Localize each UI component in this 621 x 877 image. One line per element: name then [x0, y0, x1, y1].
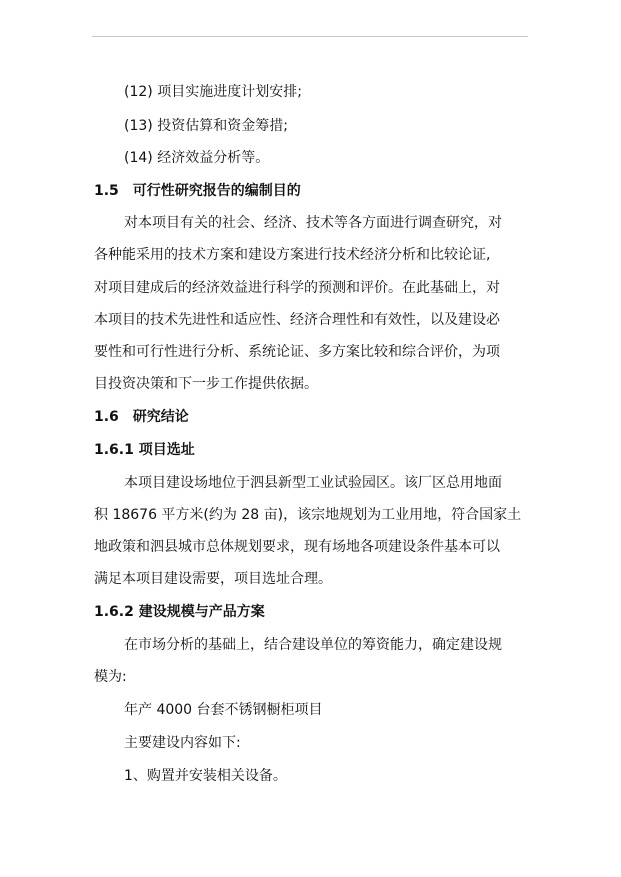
section-heading-1-6-1: 1.6.1 项目选址 — [94, 442, 195, 458]
section-heading-1-6-2: 1.6.2 建设规模与产品方案 — [94, 604, 265, 620]
paragraph-line: 在市场分析的基础上，结合建设单位的筹资能力，确定建设规 — [124, 637, 502, 653]
paragraph-line: 本项目的技术先进性和适应性、经济合理性和有效性，以及建设必 — [94, 312, 500, 328]
paragraph-line: 目投资决策和下一步工作提供依据。 — [94, 376, 318, 392]
paragraph-line: 地政策和泗县城市总体规划要求，现有场地各项建设条件基本可以 — [94, 539, 500, 555]
section-heading-1-6: 1.6 研究结论 — [94, 409, 189, 425]
paragraph-line: 积 18676 平方米(约为 28 亩)，该宗地规划为工业用地，符合国家土 — [94, 507, 522, 523]
list-item-14: (14) 经济效益分析等。 — [124, 150, 270, 166]
paragraph-line: 满足本项目建设需要，项目选址合理。 — [94, 571, 332, 587]
list-item-13: (13) 投资估算和资金筹措; — [124, 118, 288, 134]
paragraph-line: 要性和可行性进行分析、系统论证、多方案比较和综合评价，为项 — [94, 344, 500, 360]
paragraph-line: 对本项目有关的社会、经济、技术等各方面进行调查研究，对 — [124, 215, 502, 231]
section-heading-1-5: 1.5 可行性研究报告的编制目的 — [94, 183, 301, 199]
list-item-12: (12) 项目实施进度计划安排; — [124, 84, 302, 100]
content-item: 1、购置并安装相关设备。 — [124, 768, 287, 784]
content-label: 主要建设内容如下: — [124, 735, 241, 751]
paragraph-line: 对项目建成后的经济效益进行科学的预测和评价。在此基础上，对 — [94, 280, 500, 296]
paragraph-line: 各种能采用的技术方案和建设方案进行技术经济分析和比较论证, — [94, 247, 491, 263]
paragraph-line: 模为: — [94, 669, 127, 685]
paragraph-line: 本项目建设场地位于泗县新型工业试验园区。该厂区总用地面 — [124, 475, 502, 491]
header-rule — [92, 36, 528, 37]
product-line: 年产 4000 台套不锈钢橱柜项目 — [124, 702, 323, 718]
